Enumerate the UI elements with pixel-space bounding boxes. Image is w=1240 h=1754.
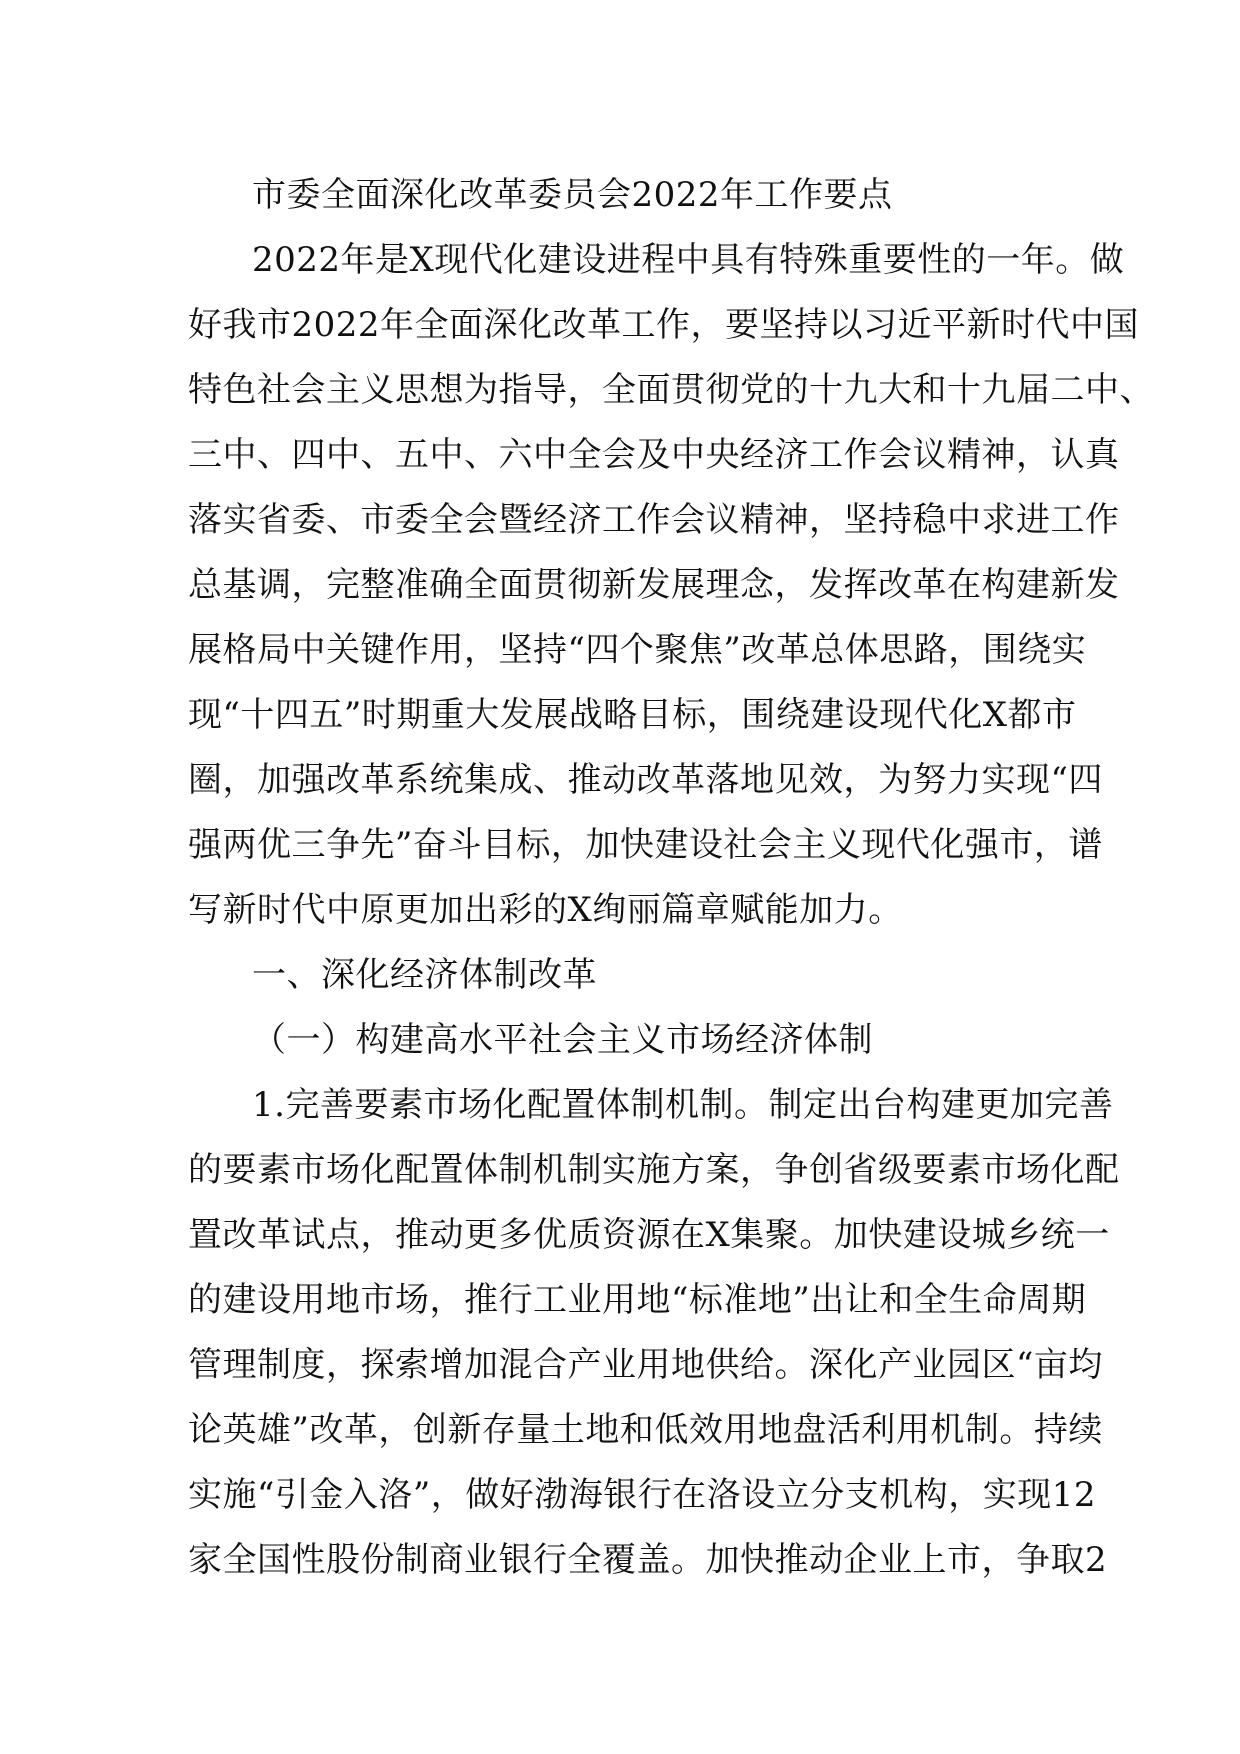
document-title: 市委全面深化改革委员会2022年工作要点	[252, 175, 893, 215]
paragraph-line: 落实省委、市委全会暨经济工作会议精神，坚持稳中求进工作	[188, 500, 1120, 540]
paragraph-line: 三中、四中、五中、六中全会及中央经济工作会议精神，认真	[188, 435, 1120, 475]
subsection-heading: （一）构建高水平社会主义市场经济体制	[252, 1020, 873, 1060]
paragraph-line: 好我市2022年全面深化改革工作，要坚持以习近平新时代中国	[188, 305, 1140, 345]
paragraph-line: 实施“引金入洛”，做好渤海银行在洛设立分支机构，实现12	[188, 1475, 1097, 1515]
paragraph-line: 的建设用地市场，推行工业用地“标准地”出让和全生命周期	[188, 1280, 1087, 1320]
paragraph-line: 置改革试点，推动更多优质资源在X集聚。加快建设城乡统一	[188, 1215, 1110, 1255]
paragraph-line: 管理制度，探索增加混合产业用地供给。深化产业园区“亩均	[188, 1345, 1103, 1385]
paragraph-line: 2022年是X现代化建设进程中具有特殊重要性的一年。做	[252, 240, 1125, 280]
paragraph-line: 现“十四五”时期重大发展战略目标，围绕建设现代化X都市	[188, 695, 1077, 735]
paragraph-line: 论英雄”改革，创新存量土地和低效用地盘活利用机制。持续	[188, 1410, 1103, 1450]
paragraph-line: 特色社会主义思想为指导，全面贯彻党的十九大和十九届二中、	[188, 370, 1154, 410]
document-body	[188, 163, 1154, 1593]
section-heading: 一、深化经济体制改革	[252, 955, 597, 995]
paragraph-line: 总基调，完整准确全面贯彻新发展理念，发挥改革在构建新发	[188, 565, 1120, 605]
paragraph-line: 圈，加强改革系统集成、推动改革落地见效，为努力实现“四	[188, 760, 1103, 800]
paragraph-line: 1.完善要素市场化配置体制机制。制定出台构建更加完善	[252, 1085, 1114, 1125]
paragraph-line: 展格局中关键作用，坚持“四个聚焦”改革总体思路，围绕实	[188, 630, 1087, 670]
paragraph-line: 的要素市场化配置体制机制实施方案，争创省级要素市场化配	[188, 1150, 1120, 1190]
paragraph-line: 强两优三争先”奋斗目标，加快建设社会主义现代化强市，谱	[188, 825, 1103, 865]
paragraph-line: 写新时代中原更加出彩的X绚丽篇章赋能加力。	[188, 890, 903, 930]
paragraph-line: 家全国性股份制商业银行全覆盖。加快推动企业上市，争取2	[188, 1540, 1108, 1580]
